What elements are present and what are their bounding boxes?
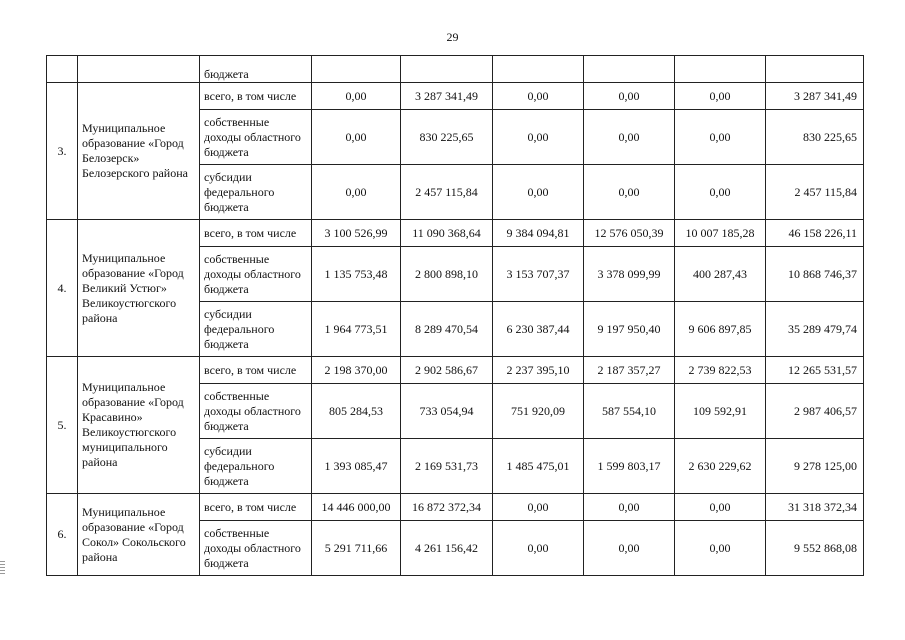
row-number: 6.	[47, 494, 78, 576]
value-cell: 2 457 115,84	[401, 165, 493, 220]
municipality-name: Муниципальное образование «Город Белозерск» Белозерского района	[78, 83, 200, 220]
value-cell: 8 289 470,54	[401, 302, 493, 357]
value-cell: 0,00	[675, 110, 766, 165]
budget-type-cell: собственные доходы областного бюджета	[200, 247, 312, 302]
row-number: 4.	[47, 220, 78, 357]
value-cell: 2 187 357,27	[584, 357, 675, 384]
budget-type-cell: субсидии федерального бюджета	[200, 302, 312, 357]
page-number: 29	[446, 30, 459, 44]
value-cell	[312, 56, 401, 83]
total-value-cell: 3 287 341,49	[766, 83, 864, 110]
table-row	[47, 83, 864, 110]
value-cell	[401, 56, 493, 83]
value-cell: 3 378 099,99	[584, 247, 675, 302]
table-row	[47, 220, 864, 247]
scan-edge-mark	[0, 561, 5, 575]
value-cell: 3 287 341,49	[401, 83, 493, 110]
table-row	[47, 56, 864, 83]
value-cell: 2 739 822,53	[675, 357, 766, 384]
value-cell: 400 287,43	[675, 247, 766, 302]
table-row	[47, 494, 864, 521]
value-cell: 0,00	[675, 165, 766, 220]
value-cell: 0,00	[584, 494, 675, 521]
total-value-cell: 9 552 868,08	[766, 521, 864, 576]
budget-type-cell: всего, в том числе	[200, 494, 312, 521]
value-cell: 2 237 395,10	[493, 357, 584, 384]
value-cell: 1 135 753,48	[312, 247, 401, 302]
value-cell: 0,00	[584, 165, 675, 220]
budget-type-cell: всего, в том числе	[200, 220, 312, 247]
municipality-name: Муниципальное образование «Город Красавино» Великоустюгского муниципального района	[78, 357, 200, 494]
value-cell: 10 007 185,28	[675, 220, 766, 247]
table-body	[47, 56, 864, 576]
value-cell: 587 554,10	[584, 384, 675, 439]
value-cell: 3 100 526,99	[312, 220, 401, 247]
value-cell	[493, 56, 584, 83]
total-value-cell: 35 289 479,74	[766, 302, 864, 357]
municipality-cell	[78, 56, 200, 83]
value-cell: 2 630 229,62	[675, 439, 766, 494]
value-cell: 2 902 586,67	[401, 357, 493, 384]
value-cell: 0,00	[312, 83, 401, 110]
municipality-name: Муниципальное образование «Город Сокол» Сокольского района	[78, 494, 200, 576]
budget-type-cell: собственные доходы областного бюджета	[200, 384, 312, 439]
value-cell: 0,00	[493, 83, 584, 110]
row-number: 5.	[47, 357, 78, 494]
value-cell: 2 169 531,73	[401, 439, 493, 494]
total-value-cell: 830 225,65	[766, 110, 864, 165]
budget-type-cell: бюджета	[200, 56, 312, 83]
value-cell: 0,00	[675, 83, 766, 110]
value-cell: 9 197 950,40	[584, 302, 675, 357]
value-cell: 0,00	[493, 521, 584, 576]
total-value-cell: 2 987 406,57	[766, 384, 864, 439]
value-cell: 14 446 000,00	[312, 494, 401, 521]
value-cell: 2 800 898,10	[401, 247, 493, 302]
value-cell	[675, 56, 766, 83]
value-cell: 5 291 711,66	[312, 521, 401, 576]
value-cell: 3 153 707,37	[493, 247, 584, 302]
value-cell: 0,00	[493, 494, 584, 521]
value-cell: 830 225,65	[401, 110, 493, 165]
value-cell: 9 606 897,85	[675, 302, 766, 357]
value-cell: 733 054,94	[401, 384, 493, 439]
value-cell: 0,00	[312, 165, 401, 220]
value-cell: 0,00	[584, 521, 675, 576]
value-cell: 6 230 387,44	[493, 302, 584, 357]
total-value-cell: 10 868 746,37	[766, 247, 864, 302]
value-cell	[766, 56, 864, 83]
budget-type-cell: субсидии федерального бюджета	[200, 439, 312, 494]
total-value-cell: 2 457 115,84	[766, 165, 864, 220]
total-value-cell: 9 278 125,00	[766, 439, 864, 494]
value-cell: 2 198 370,00	[312, 357, 401, 384]
total-value-cell: 46 158 226,11	[766, 220, 864, 247]
table-row	[47, 357, 864, 384]
value-cell: 9 384 094,81	[493, 220, 584, 247]
value-cell: 1 485 475,01	[493, 439, 584, 494]
value-cell: 0,00	[584, 110, 675, 165]
value-cell: 0,00	[312, 110, 401, 165]
value-cell: 109 592,91	[675, 384, 766, 439]
num-cell	[47, 56, 78, 83]
budget-type-cell: всего, в том числе	[200, 357, 312, 384]
value-cell: 1 599 803,17	[584, 439, 675, 494]
value-cell: 0,00	[493, 110, 584, 165]
value-cell: 751 920,09	[493, 384, 584, 439]
total-value-cell: 12 265 531,57	[766, 357, 864, 384]
municipality-name: Муниципальное образование «Город Великий Устюг» Великоустюгского района	[78, 220, 200, 357]
value-cell: 805 284,53	[312, 384, 401, 439]
budget-type-cell: всего, в том числе	[200, 83, 312, 110]
row-number: 3.	[47, 83, 78, 220]
value-cell: 1 393 085,47	[312, 439, 401, 494]
total-value-cell: 31 318 372,34	[766, 494, 864, 521]
value-cell: 11 090 368,64	[401, 220, 493, 247]
value-cell: 1 964 773,51	[312, 302, 401, 357]
value-cell: 0,00	[493, 165, 584, 220]
budget-table	[46, 55, 864, 576]
value-cell: 0,00	[584, 83, 675, 110]
value-cell: 4 261 156,42	[401, 521, 493, 576]
value-cell: 16 872 372,34	[401, 494, 493, 521]
value-cell: 0,00	[675, 521, 766, 576]
value-cell: 0,00	[675, 494, 766, 521]
value-cell: 12 576 050,39	[584, 220, 675, 247]
budget-type-cell: субсидии федерального бюджета	[200, 165, 312, 220]
budget-type-cell: собственные доходы областного бюджета	[200, 110, 312, 165]
value-cell	[584, 56, 675, 83]
budget-type-cell: собственные доходы областного бюджета	[200, 521, 312, 576]
